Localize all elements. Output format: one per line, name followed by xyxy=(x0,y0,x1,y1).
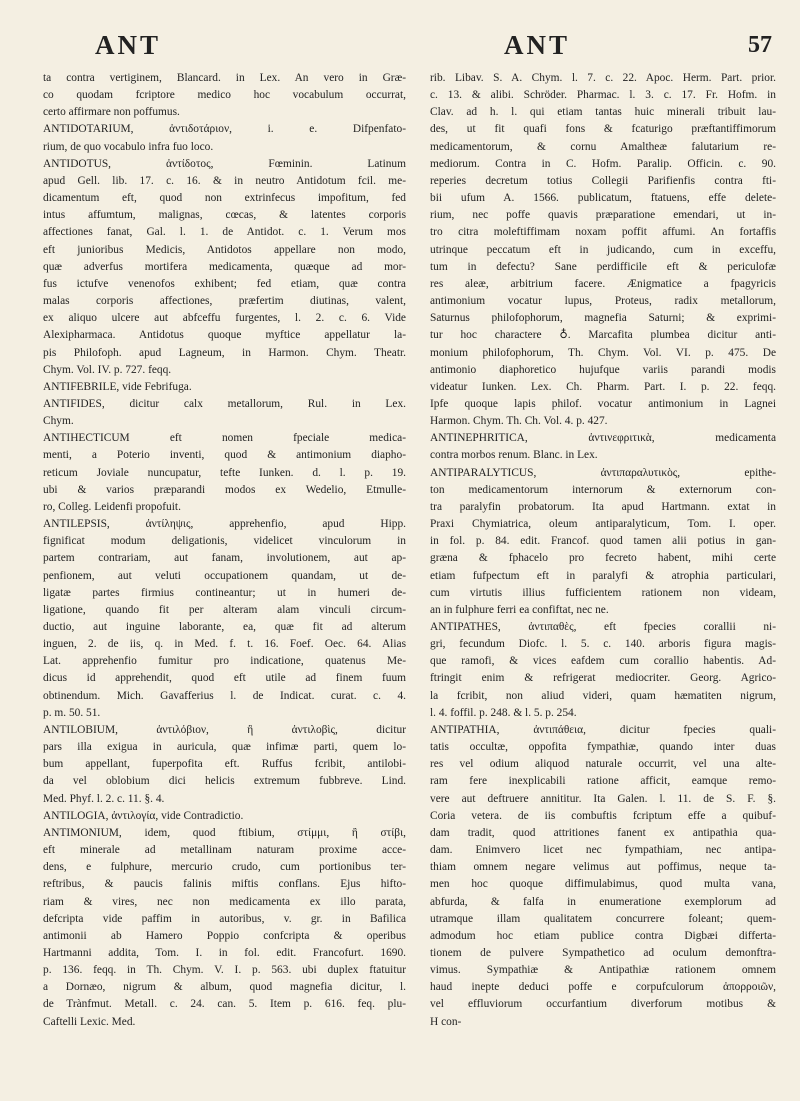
text-line: dens, e fulphure, mercurio crudo, cum portionibus ter- xyxy=(43,861,406,874)
text-line: des, ut fit quafi fons & fcaturigo præftantiffimorum xyxy=(430,123,776,136)
text-line: H con- xyxy=(430,1015,462,1028)
right-column xyxy=(430,70,776,1080)
text-line: ANTIFIDES, dicitur calx metallorum, Rul. in Lex. xyxy=(43,397,406,410)
text-line: certo affirmare non poffumus. xyxy=(43,106,180,119)
text-line: ANTINEPHRITICA, ἀντινεφριτικὰ, medicamenta xyxy=(430,432,776,445)
page-number: 57 xyxy=(748,32,772,58)
text-line: ram fere inexplicabili ratione afficit, eamque remo- xyxy=(430,775,776,788)
text-line: reticum Joviale nuncupatur, tefte Iunken. d. l. p. 19. xyxy=(43,466,406,479)
text-line: riam & vires, nec non medicamenta ex illo parata, xyxy=(43,895,406,908)
text-line: defcripta vide paffim in autoribus, v. gr. in Bafilica xyxy=(43,912,406,925)
text-line: inguen, 2. de iis, q. in Med. f. t. 16. Foef. Oec. 64. Alias xyxy=(43,638,406,651)
text-line: tro citra moleftiffimam noxam poffit affumi. An fortaffis xyxy=(430,226,776,239)
text-line: intus affumtum, malignas, cœcas, & latentes corporis xyxy=(43,209,406,222)
text-line: ANTIPARALYTICUS, ἀντιπαραλυτικὸς, epithe- xyxy=(430,466,776,479)
text-line: ro, Colleg. Leidenfi propofuit. xyxy=(43,500,181,513)
text-line: admodum hoc etiam publice contra Digbæi differta- xyxy=(430,929,776,942)
text-line: partem contrariam, aut fanam, involutionem, aut ap- xyxy=(43,552,406,565)
text-line: la fcribit, non aliud videri, quam hæmatiten nigrum, xyxy=(430,689,776,702)
text-line: ANTIHECTICUM eft nomen fpeciale medica- xyxy=(43,432,406,445)
text-line: ANTIPATHES, ἀντιπαθὲς, eft fpecies corallii ni- xyxy=(430,621,776,633)
text-line: Caftelli Lexic. Med. xyxy=(43,1015,136,1028)
left-column xyxy=(43,70,406,1080)
text-line: l. 4. foffil. p. 248. & l. 5. p. 254. xyxy=(430,706,577,719)
text-line: ductio, aut inguine laborante, ea, quæ fit ad alterum xyxy=(43,621,406,633)
text-line: Lat. apprehenfio fumitur pro indicatione, quatenus Me- xyxy=(43,655,406,668)
text-line: videatur Iunken. Lex. Ch. Pharm. Part. I. p. 22. feqq. xyxy=(430,380,776,393)
text-line: que ramofi, & vices eafdem cum corallio habentis. Ad- xyxy=(430,655,776,668)
text-line: antimonio diaphoretico hujufque variis parandi modis xyxy=(430,363,776,376)
text-line: dam tradit, quod attritiones fanent ex antipathia qua- xyxy=(430,826,776,839)
text-line: Alexipharmaca. Antidotus quoque myftice appellatur la- xyxy=(43,329,406,342)
text-line: in fol. p. 84. edit. Francof. quod tamen alii potius in gan- xyxy=(430,535,776,548)
text-line: Med. Phyf. l. 2. c. 11. §. 4. xyxy=(43,792,165,805)
text-line: ANTILOBIUM, ἀντιλόβιον, ἢ ἀντιλοβὶς, dicitur xyxy=(43,723,406,736)
text-line: antimonii ab Hamero Poppio confcripta & operibus xyxy=(43,929,406,942)
text-line: fus ictufve venenofos exhibent; fed etiam, quæ contra xyxy=(43,277,406,290)
text-line: pars illa exigua in auricula, quæ infimæ parti, quem lo- xyxy=(43,741,406,754)
text-line: tra paralyfin probatorum. Ita apud Hartmann. extat in xyxy=(430,500,776,513)
text-line: ligatæ partes firmius contineantur; ut in humeri de- xyxy=(43,586,406,599)
text-line: Hartmanni addita, Tom. I. in fol. edit. Francofurt. 1690. xyxy=(43,946,406,959)
text-line: ex aliquo ulcere aut abfceffu furgentes, l. 2. c. 6. Vide xyxy=(43,312,406,325)
text-line: vere aut deftruere annititur. Ita Galen. l. 11. de S. F. §. xyxy=(430,792,776,805)
text-line: Ipfe quoque lapis philof. vocatur antimonium in Lagnei xyxy=(430,397,776,410)
text-line: Coria vetera. de iis combuftis fcriptum effe a quibuf- xyxy=(430,809,776,822)
text-line: monium philofophorum, Th. Chym. Vol. VI. p. 475. De xyxy=(430,346,776,359)
text-line: haud inepte deduci poffe e corpufculorum ἀπορροιῶν, xyxy=(430,981,776,994)
text-line: ANTILEPSIS, ἀντίληψις, apprehenfio, apud Hipp. xyxy=(43,518,406,531)
text-line: gri, fecundum Diofc. l. 5. c. 140. arboris figura magis- xyxy=(430,638,776,651)
text-line: antimonium vocatur lupus, Proteus, radix metallorum, xyxy=(430,295,776,308)
text-line: mediorum. Contra in C. Hofm. Paralip. Officin. c. 90. xyxy=(430,157,776,170)
text-line: græna & fphacelo pro fecreto habent, mihi certe xyxy=(430,552,776,565)
text-line: Praxi Chymiatrica, oleum antiparalyticum, Tom. I. oper. xyxy=(430,518,776,531)
text-line: utramque illam qualitatem concurrere foleant; quem- xyxy=(430,912,776,925)
text-line: ANTILOGIA, ἀντιλογία, vide Contradictio. xyxy=(43,809,244,822)
text-line: utrinque peccatum eft in judicando, cum in exceffu, xyxy=(430,243,776,256)
text-line: medicamentorum, & cornu Amaltheæ falutarium re- xyxy=(430,140,776,153)
text-line: ANTIPATHIA, ἀντιπάθεια, dicitur fpecies quali- xyxy=(430,723,776,736)
text-line: dicus id apprehendit, quod eft utile ad finem fuum xyxy=(43,672,406,685)
text-line: co quodam fcriptore medico hoc vocabulum occurrat, xyxy=(43,89,406,102)
text-line: de Trànfmut. Metall. c. 24. can. 5. Item p. 616. feq. plu- xyxy=(43,998,406,1011)
text-line: bum appellant, fuperpofita eft. Ruffus fcribit, antilobi- xyxy=(43,758,406,771)
text-line: contra morbos renum. Blanc. in Lex. xyxy=(430,449,598,462)
text-line: dicamentum eft, quod non extrinfecus impofitum, fed xyxy=(43,192,406,205)
text-line: ubi & varios præparandi modos ex Wedelio, Etmulle- xyxy=(43,483,406,496)
text-line: ta contra vertiginem, Blancard. in Lex. An vero in Græ- xyxy=(43,72,406,84)
text-line: fignificat modum deligationis, videlicet vinculorum in xyxy=(43,535,406,548)
text-line: tionem de pulvere Sympathetico ad oculum demonftra- xyxy=(430,946,776,959)
text-line: p. 136. feqq. in Th. Chym. V. I. p. 563. ubi duplex ftatuitur xyxy=(43,964,406,977)
text-line: etiam fufpectum eft in paralyfi & atrophia particulari, xyxy=(430,569,776,582)
text-line: affectiones fanat, Gal. l. 1. de Antidot. c. 1. Verum mos xyxy=(43,226,406,239)
text-line: dam. Enimvero licet nec fympathiam, nec antipa- xyxy=(430,844,776,857)
text-line: tatis occultæ, oppofita fympathiæ, quando inter duas xyxy=(430,741,776,754)
text-line: Chym. Vol. IV. p. 727. feqq. xyxy=(43,363,172,376)
text-line: p. m. 50. 51. xyxy=(43,706,101,719)
text-line: res vel odium aliquod naturale occurrit, vel una alte- xyxy=(430,758,776,771)
text-line: tur hoc charactere ♁. Marcafita plumbea dicitur anti- xyxy=(430,329,776,342)
running-head-right: ANT xyxy=(504,30,571,60)
text-line: rium, nec poffe quavis præparatione emendari, ut in- xyxy=(430,209,776,222)
text-line: thiam omnem negare velimus aut poffimus, neque ta- xyxy=(430,861,776,874)
page-header xyxy=(40,22,772,62)
text-line: rium, de quo vocabulo infra fuo loco. xyxy=(43,140,214,153)
text-line: ftringit enim & refrigerat mediocriter. Georg. Agrico- xyxy=(430,672,776,685)
text-line: obtinendum. Mich. Gavafferius l. de Indicat. curat. c. 4. xyxy=(43,689,406,702)
text-line: tum in defectu? Sane perdifficile eft & periculofæ xyxy=(430,260,776,273)
text-line: reperies decretum totius Collegii Parifienfis contra fti- xyxy=(430,174,776,187)
text-line: apud Gell. lib. 17. c. 16. & in neutro Antidotum fcil. me- xyxy=(43,174,406,187)
text-line: vel effluviorum occurfantium diverforum motibus & xyxy=(430,998,776,1011)
text-line: men hoc quoque diffimulabimus, quod multa vana, xyxy=(430,878,776,891)
text-line: ANTIFEBRILE, vide Febrifuga. xyxy=(43,380,192,393)
text-line: Clav. ad h. l. qui etiam tantas huic minerali tribuit lau- xyxy=(430,106,776,119)
text-line: malas corporis affectiones, præfertim diutinas, valent, xyxy=(43,295,406,308)
text-line: eft minerale ad metallinam naturam proxime acce- xyxy=(43,844,406,857)
text-line: ANTIDOTUS, ἀντίδοτος, Fœminin. Latinum xyxy=(43,157,406,170)
text-line: Harmon. Chym. Th. Ch. Vol. 4. p. 427. xyxy=(430,415,608,428)
text-line: cum virtutis illius fufficientem rationem non videam, xyxy=(430,586,776,599)
text-line: eft junioribus Medicis, Antidotos appellare non modo, xyxy=(43,243,406,256)
text-line: ANTIMONIUM, idem, quod ftibium, στίμμι, ἢ στίβι, xyxy=(43,826,406,839)
text-line: rib. Libav. S. A. Chym. l. 7. c. 22. Apoc. Herm. Part. prior. xyxy=(430,72,776,84)
text-line: abfurda, & falfa in enumeratione exemplorum ad xyxy=(430,895,776,908)
text-line: bii ufum A. 1566. publicatum, ftatuens, effe delete- xyxy=(430,192,776,205)
text-line: Chym. xyxy=(43,415,74,428)
running-head-left: ANT xyxy=(95,30,162,60)
text-line: an in fulphure ferri ea confiftat, nec ne. xyxy=(430,603,609,616)
text-line: ligatione, quando fit per alteram alam vinculi circum- xyxy=(43,603,406,616)
text-line: ton medicamentorum internorum & externorum con- xyxy=(430,483,776,496)
text-line: a Dornæo, nigrum & album, quod magnefia dicitur, l. xyxy=(43,981,406,994)
text-line: res aleæ, arbitrium facere. Ænigmatice a fpagyricis xyxy=(430,277,776,290)
text-line: quæ adverfus mortifera medicamenta, quæque ad mor- xyxy=(43,260,406,273)
text-line: penfionem, aut veluti occupationem quandam, ut de- xyxy=(43,569,406,582)
text-line: pis Philofoph. apud Lagneum, in Harmon. Chym. Theatr. xyxy=(43,346,406,359)
text-line: menti, a Poterio inventi, quod & antimonium diapho- xyxy=(43,449,406,462)
text-line: Saturnus philofophorum, magnefia Saturni; & exprimi- xyxy=(430,312,776,325)
text-line: vimus. Sympathiæ & Antipathiæ rationem omnem xyxy=(430,964,776,977)
text-line: da vel oblobium dici helicis extremum fubbreve. Lind. xyxy=(43,775,406,788)
text-line: reftribus, & paucis falinis miftis conflans. Ejus hifto- xyxy=(43,878,406,891)
text-line: ANTIDOTARIUM, ἀντιδοτάριον, i. e. Difpenfato- xyxy=(43,123,406,136)
text-line: c. 13. & alibi. Schröder. Pharmac. l. 3. c. 17. Fr. Hofm. in xyxy=(430,89,776,102)
